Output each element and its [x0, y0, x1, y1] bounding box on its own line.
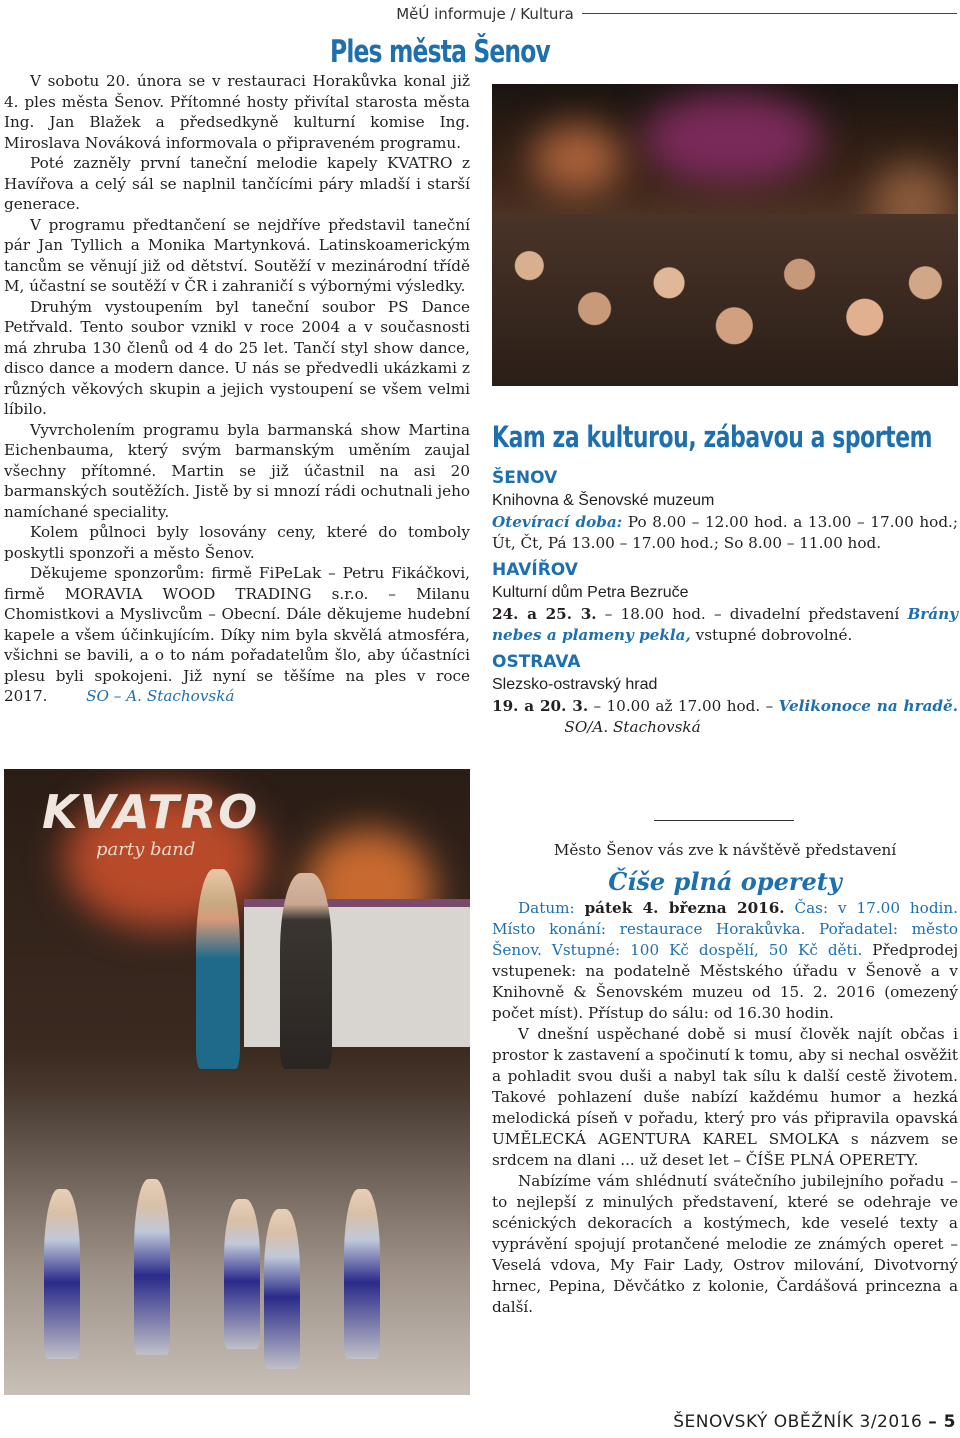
article-paragraph: Vyvrcholením programu byla barmanská show Martina Eichenbauma, který svým barmanským uměním zaujal všechny přítomné. Martin se již účastnil na asi 20 barmanských soutěžích. Jistě by si mnozí rádi ochutnali jeho namíchané speciality.: [4, 420, 470, 521]
ostrava-signature: SO/A. Stachovská: [564, 718, 701, 736]
article-paragraph: V programu předtančení se nejdříve představil taneční pár Jan Tyllich a Monika Martynková. Latinskoamerickým tancům se věnují již od dětství. Soutěží v mezinárodní třídě M, účastní se soutěží v ČR i zahraničí s výbornými výsledky.: [4, 215, 470, 295]
invite-paragraph: Nabízíme vám shlédnutí svátečního jubilejního pořadu – to nejlepší z minulých představení, které se odehraje ve scénických dekoracích a kostýmech, kde veselé texty a vyprávění spojují protančené melodie ze známých operet – Veselá vdova, My Fair Lady, Ostrov milování, Divotvorný hrnec, Pepina, Děvčátko z kolonie, Čardášová princezna a další.: [492, 1172, 958, 1316]
opening-hours: Po 8.00 – 12.00 hod. a 13.00 – 17.00 hod.; Út, Čt, Pá 13.00 – 17.00 hod.; So 8.00 – 11.00 hod.: [492, 513, 958, 552]
ostrava-event: [492, 696, 958, 738]
section-label: MěÚ informuje / Kultura: [396, 5, 574, 23]
ostrava-title: Velikonoce na hradě.: [778, 697, 959, 715]
invite-paragraph: V dnešní uspěchané době si musí člověk najít občas i prostor k zastavení a spočinutí k tomu, aby si nechal osvěžit a pohladit svou duši a nabyl tak sílu k další cestě životem. Takové pohlazení duše nabízí každému humor a hezká melodická píseň v pořadu, který pro vás připravila opavská UMĚLECKÁ AGENTURA KAREL SMOLKA s názvem se srdcem na dlani ... už deset let – ČÍŠE PLNÁ OPERETY.: [492, 1025, 958, 1169]
town-ostrava: OSTRAVA: [492, 652, 581, 672]
crowd: [492, 214, 958, 386]
band-sign-text: KVATRO: [42, 785, 260, 839]
havirov-date: 24. a 25. 3.: [492, 605, 597, 623]
page-number: 5: [943, 1412, 956, 1432]
publication-name: ŠENOVSKÝ OBĚŽNÍK 3/2016: [673, 1412, 923, 1432]
ostrava-date: 19. a 20. 3.: [492, 697, 589, 715]
article-body: [4, 71, 470, 707]
org-value: město Šenov.: [492, 920, 958, 959]
venue-havirov: Kulturní dům Petra Bezruče: [492, 584, 689, 601]
havirov-title: Brány nebes a plameny pekla,: [492, 605, 959, 644]
dancer: [264, 1209, 300, 1369]
town-havirov: HAVÍŘOV: [492, 560, 578, 580]
invite-intro: Město Šenov vás zve k návštěvě představení: [553, 841, 897, 859]
article-paragraph: [4, 563, 470, 707]
dancer: [344, 1189, 380, 1359]
time-label: Čas:: [794, 899, 829, 917]
place-label: Místo konání:: [492, 920, 607, 938]
fee-label: Vstupné:: [551, 941, 621, 959]
stage-light: [532, 124, 622, 194]
date-label: Datum:: [518, 899, 575, 917]
time-value: v 17.00 hodin.: [838, 899, 959, 917]
invite-details: [492, 898, 958, 1024]
dancer: [134, 1179, 170, 1355]
operetta-invite: [492, 840, 958, 1318]
havirov-time: – 18.00 hod. – divadelní představení: [604, 605, 900, 623]
org-label: Pořadatel:: [819, 920, 898, 938]
article-paragraph: Poté zazněly první taneční melodie kapely KVATRO z Havířova a celý sál se naplnil tančícími páry mladší i starší generace.: [4, 154, 470, 213]
band-sign-sub: party band: [96, 839, 196, 860]
article-paragraph: Druhým vystoupením byl taneční soubor PS Dance Petřvald. Tento soubor vznikl v roce 2004 a v současnosti má zhruba 130 členů od 4 do 25 let. Tančí styl show dance, disco dance a modern dance. U nás se předvedli ukázkami z různých věkových skupin a jejich vystoupení se všem velmi líbilo.: [4, 297, 470, 418]
havirov-tail: vstupné dobrovolné.: [695, 626, 853, 644]
page-title: Ples města Šenov: [330, 34, 550, 70]
band-sign: [42, 785, 259, 839]
host-man: [280, 873, 332, 1069]
prize-table: [244, 899, 470, 1047]
host-woman: [196, 869, 240, 1069]
venue-senov: Knihovna & Šenovské muzeum: [492, 492, 715, 509]
date-value: pátek 4. března 2016.: [584, 899, 785, 917]
senov-hours: [492, 512, 958, 554]
ballroom-crowd-photo: [492, 84, 958, 386]
presale-text: Předprodej vstupenek: na podatelně Městského úřadu v Šenově a v Knihovně & Šenovském muzeu od 15. 2. 2016 (omezený počet míst). Přístup do sálu: od 16.30 hodin.: [492, 941, 959, 1022]
article-paragraph: Kolem půlnoci byly losovány ceny, které do tomboly poskytli sponzoři a město Šenov.: [4, 523, 470, 562]
article-paragraph: V sobotu 20. února se v restauraci Horakůvka konal již 4. ples města Šenov. Přítomné hosty přivítal starosta města Ing. Jan Blažek a předsedkyně kulturní komise Ing. Miroslava Nováková informovala o připraveném programu.: [4, 72, 470, 152]
article-signature: SO – A. Stachovská: [86, 687, 235, 705]
opening-label: Otevírací doba:: [492, 513, 623, 531]
dance-performance-photo: [4, 769, 470, 1395]
town-senov: ŠENOV: [492, 468, 558, 488]
place-value: restaurace Horakůvka.: [619, 920, 806, 938]
thanks-text: Děkujeme sponzorům: firmě FiPeLak – Petru Fikáčkovi, firmě MORAVIA WOOD TRADING s.r.o. – Milanu Chomistkovi a Myslivcům – Obecní. Dále děkujeme hudební kapele a všem účinkujícím. Díky nim byla skvělá atmosféra, všichni se bavili, a o to nám pořadatelům šlo, aby účastníci plesu byli spokojeni. Již nyní se těšíme na ples v roce 2017.: [4, 564, 470, 705]
section-divider: [654, 820, 794, 821]
culture-guide: [492, 420, 958, 738]
culture-title: Kam za kulturou, zábavou a sportem: [492, 420, 933, 454]
stage-light: [642, 94, 822, 184]
header-rule: [582, 13, 957, 14]
dancer: [224, 1199, 260, 1349]
invite-title: Číše plná operety: [608, 867, 842, 896]
fee-value: 100 Kč dospělí, 50 Kč děti.: [630, 941, 863, 959]
dancer: [44, 1189, 80, 1359]
ostrava-time: – 10.00 až 17.00 hod. –: [593, 697, 774, 715]
page-footer: ŠENOVSKÝ OBĚŽNÍK 3/2016 – 5: [673, 1412, 956, 1432]
venue-ostrava: Slezsko-ostravský hrad: [492, 676, 658, 693]
havirov-event: [492, 604, 958, 646]
